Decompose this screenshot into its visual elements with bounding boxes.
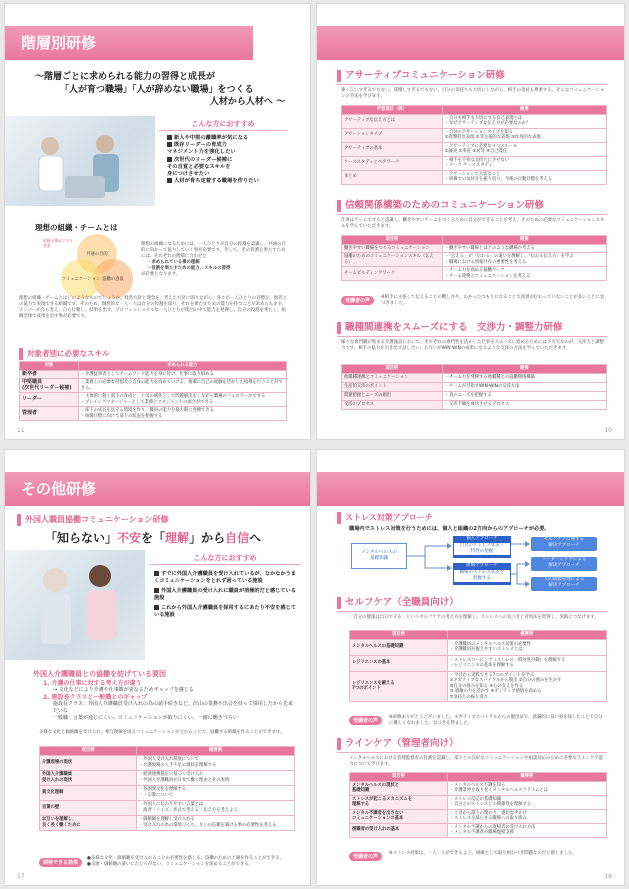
recommend-item: これから外国人介護職員を採用するにあたり不安を感じている施設 bbox=[154, 605, 296, 618]
selfcare-voice-text: ※研修ありがとうございました。ネガティブスパイラルからの脱出法で、意識的に良い事を探したことで自分に優しくなれました。気づきを得ました。 bbox=[389, 715, 603, 726]
factor-title: 外国人介護職員との協働を妨げている要因 bbox=[33, 670, 166, 678]
table-row: 問題把握とニーズの創出 ・真のニーズを把握する bbox=[342, 391, 607, 400]
trust-table: 項目例 概要 働きやすい職場をつくるコミュニケーション ・働きやすい職場とはどのような職場か考える 協働のためのコミュニケーションスキル（伝える） ・「伝える」が「伝わる」の違いを理解し、「伝わる伝え方」を学ぶ ・職場における情報共有の重要性を考える チームビルディングワーク ・チーム力を高める協働ワーク ・チーム連携とコミュニケーションを考える bbox=[341, 235, 607, 281]
divider bbox=[150, 564, 300, 565]
caregiver-illustration bbox=[5, 116, 155, 206]
table-row: リーダー ・主体的に動く部下の育成と、上司の補佐として問題解決をしながら職場のフォロワーができる ・プレイングマネージャーとして業務とマネジメントの両立ができる bbox=[20, 393, 287, 407]
page-number: 17 bbox=[17, 873, 25, 880]
assertive-table: 学習項目（例） 概要 アサーティブな伝え方とは ・自分も相手も大切にする自己表現とは ・なぜアサーティブな伝え方が必要なのか？ アサーションタイプ ・自分のアサーションタイプを知る ①攻撃的な表現 ②非主張的な表現 ③作為的な表現 アサーティブの基本 ・アサーティブに必要な４つのルール ①誠実 ②率直 ③対等 ④自己責任 ケーススタディとペアワーク ・相手を不快な気持ちにさせない ・ワーク ケーススタディ まとめ ・アサーションで大切なこと ・研修での気付きを振り返り、今後の行動目標を考える bbox=[341, 105, 607, 185]
page-number: 10 bbox=[604, 427, 612, 434]
recommend-item: 新人や中堅の離職率が気になる bbox=[167, 135, 287, 142]
table-row: メンタル不調者を出さない コミュニケーションの基本 ・上司から部下の関わり、適切な声かけ ・ストレスを減らせる職場への取り組み bbox=[350, 809, 607, 823]
coordination-intro: 様々な専門職が集まる介護施設において、それぞれの専門性を活かした仕事をスムーズに進めるためには不可欠なのが、交渉力と調整力です。相手の協力を引き出す話し合い、お互いがWIN-WINの成果になるような交渉の方法を学んでいただきます。 bbox=[341, 340, 604, 351]
venn-will: 協働の意欲 bbox=[93, 259, 133, 299]
title-band bbox=[317, 26, 625, 60]
stress-intro: 職場内でストレス対策を行うためには、個人と組織の2方向からのアプローチが必要。 bbox=[349, 526, 550, 532]
leadership-solution: リーダーシップによる 解決アプローチ bbox=[531, 557, 597, 571]
trust-heading: 信頼関係構築のためのコミュニケーション研修 bbox=[337, 200, 544, 212]
factor-list: 1. 介護の仕事に対する考え方が違う → 文化などにより介護や仕事観が異なるためギャップを感じる 2. 施設長クラスと一般職とのギャップ 施設長クラス：外国人介護職員受け入れの為の諸手続きなど、沢山の業務や出会を持って採用したから先来たいな 一般職：言葉が通じにくい、コミュニケーションが取りにくい、一緒に働きづらい bbox=[43, 680, 293, 721]
table-row: 管理者 ・部下の成長を見守る環境を作り、職員の能力を最大限に発揮できる ・組織目標に向けて部下の状況を把握する bbox=[20, 407, 287, 421]
recommend-box bbox=[150, 553, 300, 657]
table-row: メンタルヘルスの基礎知識 ・介護職員のメンタルヘルス対策の必要性 ・介護職員が抱えやすいストレスとは bbox=[350, 639, 607, 655]
effect-badge: 期待できる効果 bbox=[39, 858, 82, 867]
table-row: 他職種連携とコミュニケーション ・チーム力を発揮する他職種との協働関係構築 bbox=[342, 373, 607, 382]
flow-arrows-right bbox=[511, 534, 531, 594]
selfcare-heading: セルフケア（全職員向け） bbox=[337, 597, 459, 609]
table-row: 働きやすい職場をつくるコミュニケーション ・働きやすい職場とはどのような職場か考える bbox=[342, 244, 607, 253]
venn-purpose: 共通の目的 bbox=[77, 234, 117, 274]
page-10 bbox=[316, 3, 625, 440]
selfcare-table: 項目例 概要例 メンタルヘルスの基礎知識 ・介護職員のメンタルヘルス対策の必要性 ・介護職員が抱えやすいストレスとは レジリエンスの基本 ・ストレスコーピング（ストレス一時対処行動）を理解する ・レジリエンスの基本を理解する レジリエンスを鍛える 7つのポイント ・今日から実践できる7つのポイントを学ぶ ①ネガティブなスパイラルから脱出 ②自分の強みを生かす ③自分の強みを知る ④心の支えを作る ⑤ 感謝の力を活かす ⑥ポジティブ感情を高める ⑦気持ちの振り返り bbox=[349, 630, 607, 702]
selfcare-solution: セルフケアに関する 解決アプローチ bbox=[531, 537, 597, 551]
recommend-list bbox=[154, 571, 298, 619]
page-17 bbox=[4, 449, 311, 886]
linecare-voice-text: ※ストレス対策は、一人一人ができるよう、組織として取り組むべき問題なのだと感じました。 bbox=[389, 851, 577, 856]
table-row: ケーススタディとペアワーク ・相手を不快な気持ちにさせない ・ワーク ケーススタディ bbox=[342, 156, 607, 170]
page-number: 18 bbox=[604, 873, 612, 880]
stress-heading: ストレス対策アプローチ bbox=[337, 512, 433, 524]
ideal-title: 理想の組織・チームとは bbox=[35, 223, 118, 232]
table-row: 生産的交渉のポイント ・チームが目指すWIN-WINの交渉方法 bbox=[342, 382, 607, 391]
table-row: 中堅職員 (次世代リーダー候補) ・業務上の必要な役割及び自身の能力を高めていける。後輩に自己の経験を活かした指導を行うことができる。 bbox=[20, 379, 287, 393]
venn-label: 組織を構成する3要素 bbox=[43, 238, 72, 248]
mental-health-basics: メンタルヘルスの 基礎知識 bbox=[351, 543, 407, 569]
table-row: まとめ ・アサーションで大切なこと ・研修での気付きを振り返り、今後の行動目標を考える bbox=[342, 170, 607, 184]
caregiver-illustration bbox=[5, 550, 145, 660]
divider bbox=[337, 336, 607, 337]
recommend-box bbox=[159, 119, 287, 212]
table-row: ストレスが起こるメカニズムを 理解する ・ストレス反応の基礎知識 ・自分とのストレスとの関係性を理解する bbox=[350, 795, 607, 809]
recommend-item: 外国人介護職員の受け入れに職員が消極的だと感じている施設 bbox=[154, 588, 296, 601]
skills-heading: 対象者別に必要なスキル bbox=[19, 348, 109, 360]
recommend-list bbox=[167, 135, 287, 185]
table-row: 言葉の壁 ・外国人に伝わりやすい言葉とは 演習「ハイズ」形式で考える「伝え方を考えよう」 bbox=[40, 800, 295, 815]
table-row: アサーティブな伝え方とは ・自分も相手も大切にする自己表現とは ・なぜアサーティブな伝え方が必要なのか？ bbox=[342, 114, 607, 128]
recommend-item: すでに外国人介護職員を受け入れているが、なかなかうまくコミュニケーションをとれず困っている施設 bbox=[154, 571, 297, 584]
recommend-item: 既存リーダーの育成力 マネジメント力を強化したい bbox=[167, 142, 236, 156]
table-row: 交渉のプロセス ・交渉手順を成功させるプロセス bbox=[342, 400, 607, 409]
page-number: 11 bbox=[17, 427, 25, 434]
voice-text: ※相手に主張して伝えることの難しさや、わかったつもりになることで真意が伝わっていないことが多いことに気づきました。 bbox=[381, 295, 605, 306]
ideal-paragraph: 理想の組織・チームとはどのようなものでしょうか。経営方針と理念を、考えた方針に則りながら、各々が一人ひとりの目標を、他者との協力で実現できる組織です。そのため、個性的な一人一人は自分の役割を知り、それを果たすための能力を持つことが求められます。メンバーが自ら考え、自ら行動し、結果を出す。プロフェッショナルな一人ひとりが集団の中で能力を発揮し、自分の役割を果たし、組織全体で成果を出す事が必要です。 bbox=[19, 296, 287, 319]
table-row: 異文化理解 ・各国異文化を理解する ・・宗教について bbox=[40, 785, 295, 800]
tagline: ～階層ごとに求められる能力の習得と成長が 「人が育つ職場」「人が辞めない職場」をつくる 人材から人材へ ～ bbox=[35, 72, 285, 107]
page-title: その他研修 bbox=[5, 472, 311, 506]
selfcare-voice-badge: 受講者の声 bbox=[349, 716, 382, 725]
voice-badge: 受講者の声 bbox=[341, 296, 374, 305]
individual-approach: 個人アプローチ 自分のストレス状況・ 特性の把握 bbox=[453, 536, 511, 558]
recommend-title: こんな方におすすめ bbox=[193, 554, 257, 562]
table-row: アサーションタイプ ・自分のアサーションタイプを知る ①攻撃的な表現 ②非主張的な表現 ③作為的な表現 bbox=[342, 128, 607, 142]
linecare-voice-badge: 受講者の声 bbox=[349, 852, 382, 861]
ideal-text: 理想の組織になるためには、一人ひとりが自分の役割を認識し、共通の目的に向かって協力していく事が必要です。そして、その役割を果たすためには、それぞれの階層に合わせた ・求められている事の理解 ・役割を果たすための能力、スキルの習得 が必要となります。 bbox=[141, 242, 286, 277]
foreign-staff-heading: 外国人職員協働コミュニケーション研修 bbox=[17, 514, 169, 526]
divider bbox=[337, 611, 607, 612]
coordination-table: 項目例 概要 他職種連携とコミュニケーション ・チーム力を発揮する他職種との協働関係構築 生産的交渉のポイント ・チームが目指すWIN-WINの交渉方法 問題把握とニーズの創出 ・真のニーズを把握する 交渉のプロセス ・交渉手順を成功させるプロセス bbox=[341, 364, 607, 410]
catch-copy: 「知らない」不安を「理解」から自信へ bbox=[45, 531, 262, 545]
table-row: メンタルヘルスの現状と 基礎知識 ・メンタルヘルス不調を知る ・介護業界を取り巻くメンタルヘルスクライムとは bbox=[350, 781, 607, 795]
table-row: チームビルディングワーク ・チーム力を高める協働ワーク ・チーム連携とコミュニケーションを考える bbox=[342, 267, 607, 281]
organization-approach: 組織アプローチ 職場のストレス状況を 把握する bbox=[453, 563, 511, 585]
hr-solution: 人的資源管理による 解決アプローチ bbox=[531, 577, 597, 591]
table-row: 外国人介護職員 受け入れの現状 ・経済連携協定に基づく受け入れ ・外国人介護職員が日本で働く理由とその実情 bbox=[40, 770, 295, 785]
page-11 bbox=[4, 3, 311, 440]
table-row: 復職者の受け入れの基本 ・メンタル不調からの復帰者の受け入れ方法 ・メンタル不調者の職場復帰支援 bbox=[350, 823, 607, 837]
table-row: 協働のためのコミュニケーションスキル（伝える） ・「伝える」が「伝わる」の違いを理解し、「伝わる伝え方」を学ぶ ・職場における情報共有の重要性を考える bbox=[342, 253, 607, 267]
table-row: 介護現場の現状 ・外国人受け入れ制度について ・介護現場の人手不足の現状を理解する bbox=[40, 755, 295, 770]
table-row: 新卒者 ・介護従事者としてチームワーク能力を身に付け、仕事に取り組める bbox=[20, 370, 287, 379]
skills-table: 対象 求められる能力 新卒者 ・介護従事者としてチームワーク能力を身に付け、仕事に取り組める 中堅職員 (次世代リーダー候補) ・業務上の必要な役割及び自身の能力を高めていける。後輩に自己の経験を活かした指導を行うことができる。 リーダー ・主体的に動く部下の育成と、上司の補佐として問題解決をしながら職場のフォロワーができる ・プレイングマネージャーとして業務とマネジメントの両立ができる 管理者 ・部下の成長を見守る環境を作り、職員の能力を最大限に発揮できる ・組織目標に向けて部下の状況を把握する bbox=[19, 361, 287, 421]
assertive-intro: 強く言いすぎるでもない、我慢しすぎるでもない。自分の気持ちも大切にしながら、相手の意見も尊重する。そんなコミュニケーションの手法を学びます。 bbox=[341, 88, 605, 99]
care-photo bbox=[5, 116, 155, 206]
divider bbox=[337, 84, 607, 85]
divider bbox=[337, 214, 607, 215]
divider bbox=[337, 752, 607, 753]
divider bbox=[159, 130, 287, 131]
page-18 bbox=[316, 449, 625, 886]
foreign-table: 項目例 概要例 介護現場の現状 ・外国人受け入れ制度について ・介護現場の人手不足の現状を理解する 外国人介護職員 受け入れの現状 ・経済連携協定に基づく受け入れ ・外国人介護職員が日本で働く理由とその実情 異文化理解 ・各国異文化を理解する ・・宗教について 言葉の壁 ・外国人に伝わりやすい言葉とは 演習「ハイズ」形式で考える「伝え方を考えよう」 お互いを理解し、 良く長く働くために ・価値観を理解し受け入れる ・受け入れの為の環境づくり、互いの信頼を築ける事の必要性を考える bbox=[39, 746, 295, 831]
coordination-heading: 職種間連携をスムーズにする 交渉力・調整力研修 bbox=[337, 322, 563, 334]
recommend-item: 人材が育ち定着する職場を作りたい bbox=[167, 178, 287, 185]
table-row: お互いを理解し、 良く長く働くために ・価値観を理解し受け入れる ・受け入れの為の環境づくり、互いの信頼を築ける事の必要性を考える bbox=[40, 815, 295, 830]
page-title: 階層別研修 bbox=[5, 26, 253, 60]
recommend-item: 次世代のリーダー候補に その自覚と必要なスキルを 身につけさせたい bbox=[167, 156, 233, 178]
table-row: アサーティブの基本 ・アサーティブに必要な４つのルール ①誠実 ②率直 ③対等 ④自己責任 bbox=[342, 142, 607, 156]
linecare-intro: メンタルヘルスにおける管理監督者の役割を認識し、部下との良好なコミュニケーションや相談対応のために必要なラインケア能力について学びます。 bbox=[349, 756, 603, 767]
linecare-heading: ラインケア（管理者向け） bbox=[337, 738, 459, 750]
title-band bbox=[317, 472, 625, 506]
trust-intro: 仕事はチームですると認識し、働きやすいチームをつくるために自分ができることを考え、そのために必要なコミュニケーションスキルを学んでいただきます。 bbox=[341, 218, 605, 229]
linecare-table: 項目例 概要例 メンタルヘルスの現状と 基礎知識 ・メンタルヘルス不調を知る ・介護業界を取り巻くメンタルヘルスクライムとは ストレスが起こるメカニズムを 理解する ・ストレス反応の基礎知識 ・自分とのストレスとの関係性を理解する メンタル不調者を出さない コミュニケーションの基本 ・上司から部下の関わり、適切な声かけ ・ストレスを減らせる職場への取り組み 復職者の受け入れの基本 ・メンタル不調からの復帰者の受け入れ方法 ・メンタル不調者の職場復帰支援 bbox=[349, 772, 607, 838]
foreign-staff-photo bbox=[5, 550, 145, 660]
selfcare-intro: 「自分の健康は自分で守る」というセルフケアの考え方を理解し、ストレスへの気づきと対処法を習得し、実践につなげます。 bbox=[349, 615, 599, 620]
recommend-title: こんな方におすすめ bbox=[191, 120, 255, 128]
venn-communication: コミュニケーション bbox=[61, 259, 101, 299]
table-row: レジリエンスの基本 ・ストレスコーピング（ストレス一時対処行動）を理解する ・レジリエンスの基本を理解する bbox=[350, 655, 607, 671]
effect-text: ●多様な文化・価値観を受け入れることの必要性を感じる。協働のための土壌を作ることができる。 ●交流・価値観の違いにたじろがない、コミュニケーションを深めることができる。 bbox=[87, 856, 285, 867]
table-row: レジリエンスを鍛える 7つのポイント ・今日から実践できる7つのポイントを学ぶ ①ネガティブなスパイラルから脱出 ②自分の強みを生かす ③自分の強みを知る ④心の支えを作る ⑤ 感謝の力を活かす ⑥ポジティブ感情を高める ⑦気持ちの振り返り bbox=[350, 671, 607, 702]
assertive-heading: アサーティブコミュニケーション研修 bbox=[337, 70, 505, 82]
foreign-intro: 多様な文化と価値観を受け入れ、相互理解を図るコミュニケーションがとれることで、協働する組織を作ることができます。 bbox=[39, 730, 285, 735]
